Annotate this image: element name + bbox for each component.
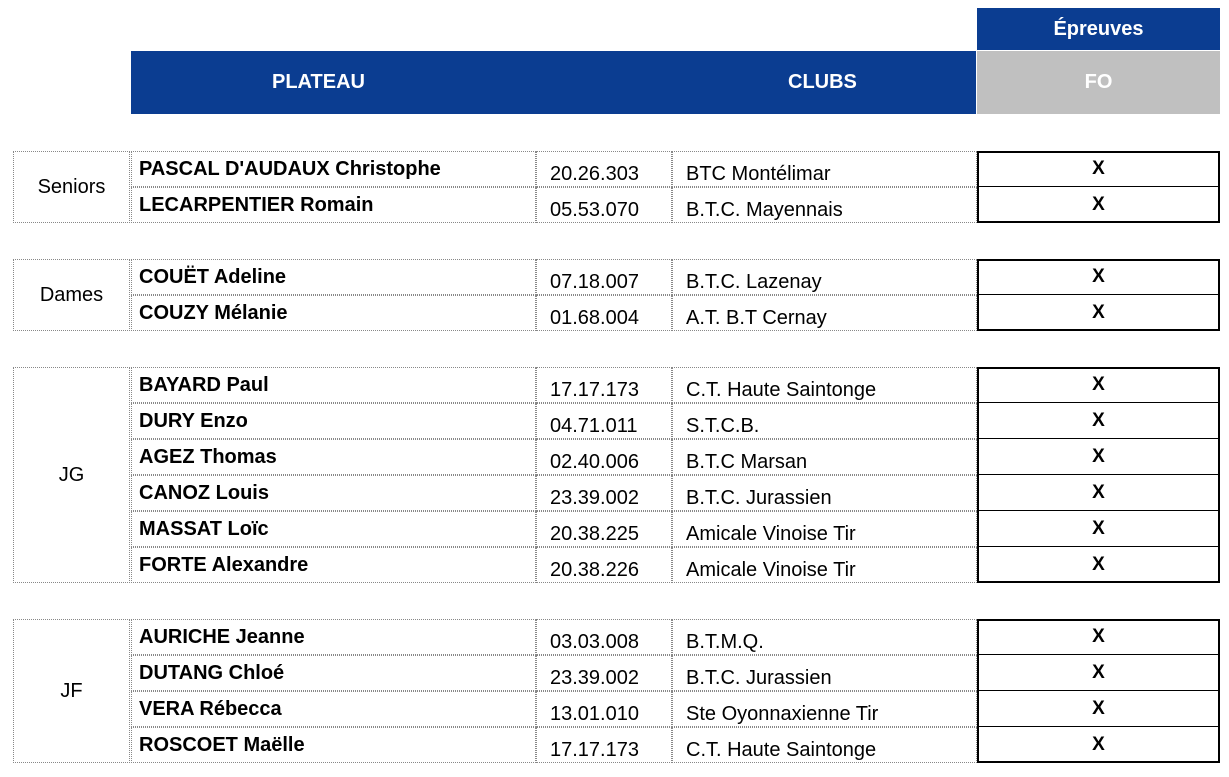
- fo-column-box: [977, 259, 1220, 331]
- group-seniors: [13, 151, 977, 223]
- licence-number: 07.18.007: [536, 259, 672, 295]
- header-clubs: CLUBS: [788, 71, 857, 93]
- fo-mark: X: [1092, 554, 1105, 575]
- player-name: COUËT Adeline: [131, 259, 536, 295]
- fo-mark: X: [979, 619, 1218, 655]
- category-label: Dames: [13, 259, 130, 331]
- player-name: PASCAL D'AUDAUX Christophe: [131, 151, 536, 187]
- club-name: Amicale Vinoise Tir: [672, 547, 977, 583]
- licence-number: 05.53.070: [536, 187, 672, 223]
- club-name: B.T.C. Jurassien: [672, 475, 977, 511]
- fo-mark: X: [1092, 194, 1105, 215]
- table-row: [131, 295, 977, 331]
- player-name: LECARPENTIER Romain: [131, 187, 536, 223]
- licence-number: 02.40.006: [536, 439, 672, 475]
- category-label: JG: [13, 367, 130, 583]
- fo-column-box: [977, 151, 1220, 223]
- group-jg: [13, 367, 977, 583]
- fo-mark: X: [979, 691, 1218, 727]
- fo-mark: X: [979, 475, 1218, 511]
- table-row: [131, 259, 977, 295]
- club-name: B.T.M.Q.: [672, 619, 977, 655]
- licence-number: 20.38.225: [536, 511, 672, 547]
- licence-number: 01.68.004: [536, 295, 672, 331]
- club-name: B.T.C. Jurassien: [672, 655, 977, 691]
- header-epreuves-label: Épreuves: [1053, 17, 1144, 40]
- fo-mark: X: [1092, 302, 1105, 323]
- licence-number: 23.39.002: [536, 475, 672, 511]
- player-name: COUZY Mélanie: [131, 295, 536, 331]
- header-epreuves: [977, 8, 1220, 50]
- licence-number: 13.01.010: [536, 691, 672, 727]
- club-name: C.T. Haute Saintonge: [672, 727, 977, 763]
- category-label: JF: [13, 619, 130, 763]
- table-row: [131, 691, 977, 727]
- licence-number: 20.38.226: [536, 547, 672, 583]
- table-row: [131, 475, 977, 511]
- licence-number: 17.17.173: [536, 367, 672, 403]
- table-row: [131, 367, 977, 403]
- licence-number: 17.17.173: [536, 727, 672, 763]
- player-name: AURICHE Jeanne: [131, 619, 536, 655]
- fo-mark: X: [979, 655, 1218, 691]
- player-name: ROSCOET Maëlle: [131, 727, 536, 763]
- fo-mark: X: [979, 439, 1218, 475]
- fo-mark: X: [979, 403, 1218, 439]
- player-name: DUTANG Chloé: [131, 655, 536, 691]
- fo-column-box: [977, 619, 1220, 763]
- player-name: BAYARD Paul: [131, 367, 536, 403]
- table-row: [131, 403, 977, 439]
- fo-column-box: [977, 367, 1220, 583]
- player-name: AGEZ Thomas: [131, 439, 536, 475]
- table-row: [131, 619, 977, 655]
- header-fo-label: FO: [1084, 71, 1113, 93]
- table-row: [131, 547, 977, 583]
- header-main: [131, 51, 976, 114]
- club-name: B.T.C. Lazenay: [672, 259, 977, 295]
- header-fo: [977, 51, 1220, 114]
- table-row: [131, 655, 977, 691]
- fo-mark: X: [979, 367, 1218, 403]
- table-row: [131, 187, 977, 223]
- club-name: A.T. B.T Cernay: [672, 295, 977, 331]
- player-name: VERA Rébecca: [131, 691, 536, 727]
- table-row: [131, 151, 977, 187]
- table-row: [131, 439, 977, 475]
- group-jf: [13, 619, 977, 763]
- player-name: CANOZ Louis: [131, 475, 536, 511]
- fo-mark: X: [979, 151, 1218, 187]
- player-name: DURY Enzo: [131, 403, 536, 439]
- licence-number: 03.03.008: [536, 619, 672, 655]
- club-name: S.T.C.B.: [672, 403, 977, 439]
- group-dames: [13, 259, 977, 331]
- fo-mark: X: [979, 259, 1218, 295]
- category-label: Seniors: [13, 151, 130, 223]
- club-name: B.T.C Marsan: [672, 439, 977, 475]
- club-name: BTC Montélimar: [672, 151, 977, 187]
- fo-mark: X: [979, 511, 1218, 547]
- licence-number: 04.71.011: [536, 403, 672, 439]
- fo-mark: X: [1092, 734, 1105, 755]
- club-name: B.T.C. Mayennais: [672, 187, 977, 223]
- licence-number: 23.39.002: [536, 655, 672, 691]
- club-name: Amicale Vinoise Tir: [672, 511, 977, 547]
- player-name: MASSAT Loïc: [131, 511, 536, 547]
- player-name: FORTE Alexandre: [131, 547, 536, 583]
- club-name: Ste Oyonnaxienne Tir: [672, 691, 977, 727]
- licence-number: 20.26.303: [536, 151, 672, 187]
- club-name: C.T. Haute Saintonge: [672, 367, 977, 403]
- table-row: [131, 727, 977, 763]
- table-row: [131, 511, 977, 547]
- header-plateau: PLATEAU: [272, 71, 365, 93]
